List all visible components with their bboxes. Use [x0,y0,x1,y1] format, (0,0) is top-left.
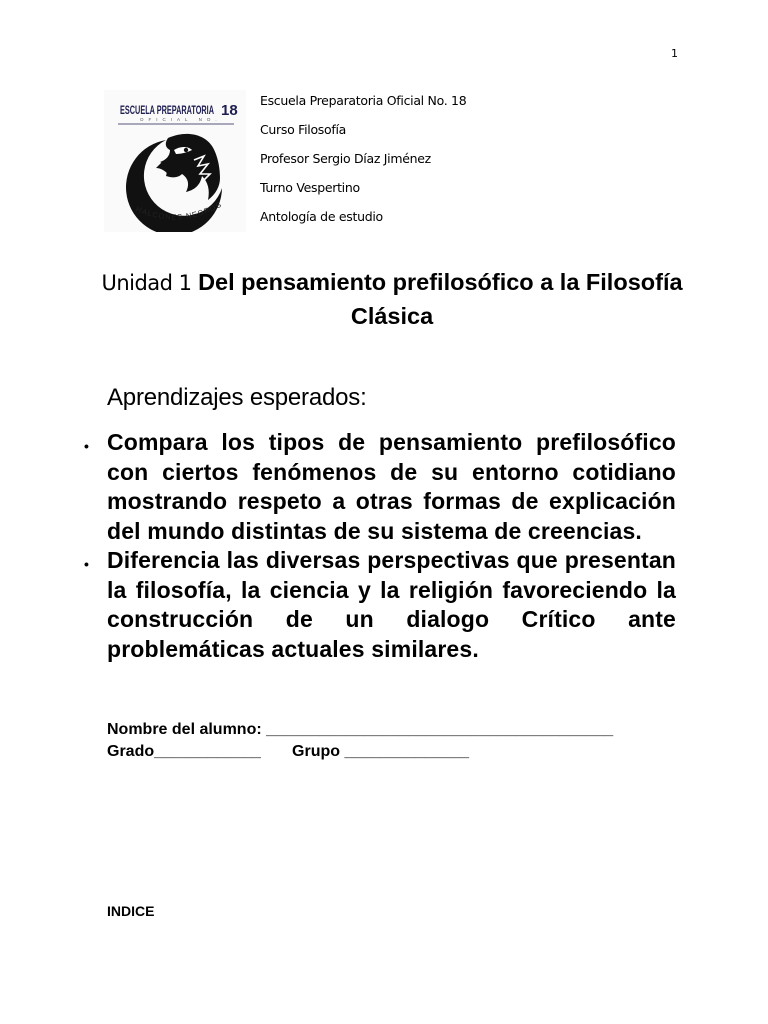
document-header [104,90,664,240]
student-info [107,719,613,763]
header-shift: Turno Vespertino [260,180,360,195]
logo-tagline: OFICIAL NO. [140,117,222,122]
header-course: Curso Filosofía [260,122,346,137]
unit-title [100,266,684,333]
logo-school-number: 18 [221,102,238,119]
header-school: Escuela Preparatoria Oficial No. 18 [260,93,467,108]
page-number: 1 [671,47,678,60]
list-item-text: Compara los tipos de pensamiento prefilosófico con ciertos fenómenos de su entorno cotidiano mostrando respeto a otras formas de explicación del mundo distintas de su sistema de creencias. [107,429,676,544]
list-item [84,428,676,546]
bullet-icon: • [84,438,89,454]
list-item [84,546,676,664]
expected-learning-heading: Aprendizajes esperados: [107,384,367,411]
bullet-icon: • [84,556,89,572]
unit-number: Unidad 1 [101,271,192,295]
header-document-type: Antología de estudio [260,209,383,224]
header-lines [260,92,466,237]
index-heading: INDICE [107,903,155,919]
student-name-field: Nombre del alumno: _______________________________________ [107,721,614,738]
grade-group-field: Grado____________ Grupo ______________ [107,743,470,760]
unit-name: Del pensamiento prefilosófico a la Filosofía Clásica [198,269,683,329]
falcon-emblem-icon [104,90,246,232]
logo-motto: HALCONES NEGROS [134,199,224,222]
expected-learning-list [84,428,676,664]
list-item-text: Diferencia las diversas perspectivas que presentan la filosofía, la ciencia y la religión favoreciendo la construcción de un dialogo Crítico ante problemáticas actuales similares. [107,547,676,662]
logo-school-name: ESCUELA PREPARATORIA [120,105,214,117]
header-teacher: Profesor Sergio Díaz Jiménez [260,151,431,166]
school-logo [104,90,246,232]
